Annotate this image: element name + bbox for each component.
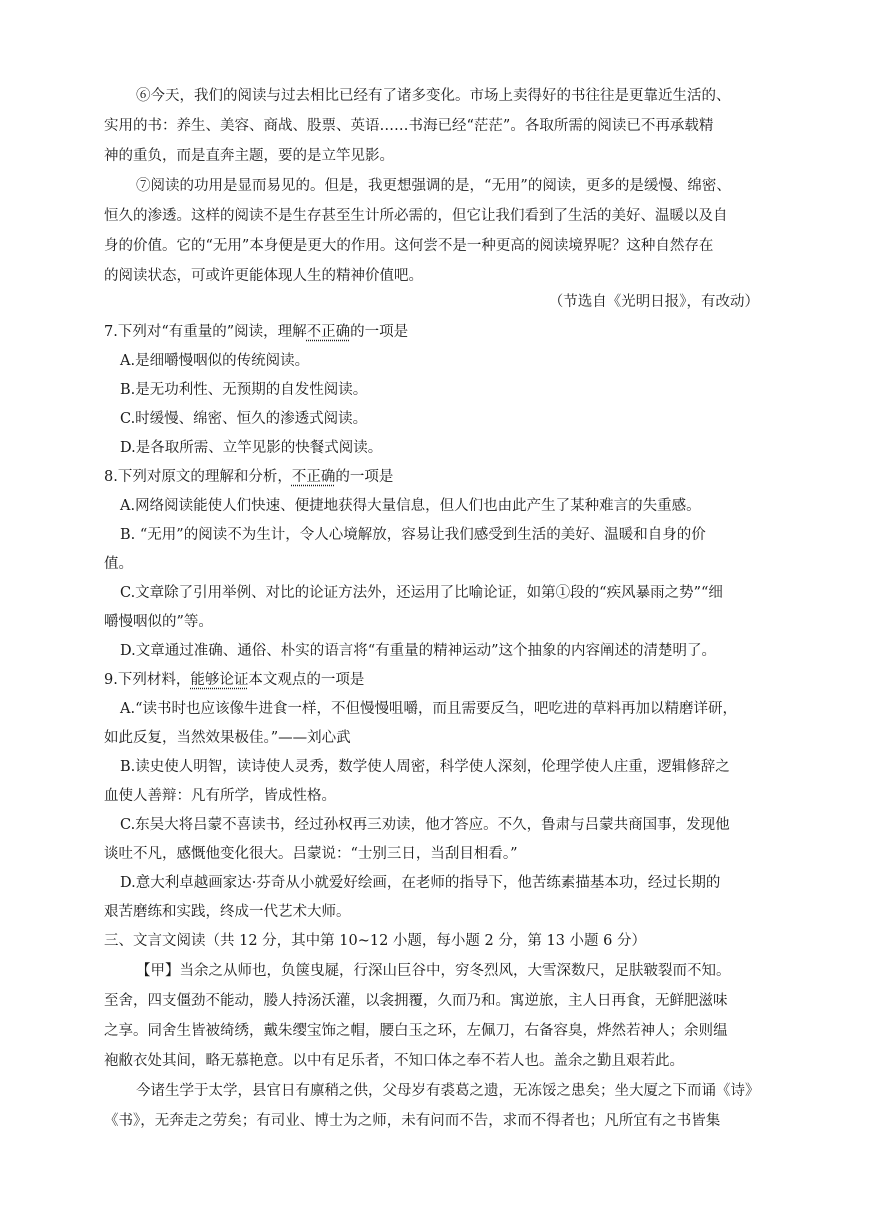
q9-option-c-line-2: 谈吐不凡，感慨他变化很大。吕蒙说：“士别三日，当刮目相看。” bbox=[104, 846, 518, 862]
q7-option-b: B.是无功利性、无预期的自发性阅读。 bbox=[120, 382, 368, 398]
q9-option-a-line-2: 如此反复，当然效果极佳。”——刘心武 bbox=[104, 730, 351, 746]
q9-stem-b: 本文观点的一项是 bbox=[248, 672, 365, 688]
q7-stem-a: 7.下列对“有重量的”阅读，理解 bbox=[104, 324, 307, 340]
para7-line-2: 恒久的渗透。这样的阅读不是生存甚至生计所必需的，但它让我们看到了生活的美好、温暖以及自 bbox=[104, 208, 728, 224]
q8-option-d: D.文章通过准确、通俗、朴实的语言将“有重量的精神运动”这个抽象的内容阐述的清楚明了。 bbox=[120, 643, 717, 659]
passage-jia2-line-2: 《书》，无奔走之劳矣；有司业、博士为之师，未有问而不告，求而不得者也；凡所宜有之书皆集 bbox=[104, 1113, 721, 1129]
q8-stem-a: 8.下列对原文的理解和分析， bbox=[104, 469, 292, 485]
section3-heading: 三、文言文阅读（共 12 分，其中第 10~12 小题，每小题 2 分，第 13 小题 6 分） bbox=[104, 933, 646, 949]
q7-option-c: C.时缓慢、绵密、恒久的渗透式阅读。 bbox=[120, 411, 368, 427]
q9-option-d-line-1: D.意大利卓越画家达·芬奇从小就爱好绘画，在老师的指导下，他苦练素描基本功，经过长期的 bbox=[120, 875, 721, 891]
q8-stem-emphasis: 不正确 bbox=[291, 469, 336, 485]
para7-line-4: 的阅读状态，可或许更能体现人生的精神价值吧。 bbox=[104, 268, 423, 284]
para7-line-1: ⑦阅读的功用是显而易见的。但是，我更想强调的是，“无用”的阅读，更多的是缓慢、绵密、 bbox=[136, 178, 731, 194]
q9-option-a-line-1: A.“读书时也应该像牛进食一样，不但慢慢咀嚼，而且需要反刍，吧吃进的草料再加以精磨详研， bbox=[120, 701, 737, 717]
q9-stem-a: 9.下列材料， bbox=[104, 672, 191, 688]
q9-stem-emphasis: 能够论证 bbox=[190, 672, 249, 688]
passage-jia-line-2: 至舍，四支僵劲不能动，媵人持汤沃灌，以衾拥覆，久而乃和。寓逆旅，主人日再食，无鲜肥滋味 bbox=[104, 993, 728, 1009]
q9-option-b-line-1: B.读史使人明智，读诗使人灵秀，数学使人周密，科学使人深刻，伦理学使人庄重，逻辑修辞之 bbox=[120, 759, 730, 775]
para6-line-2: 实用的书：养生、美容、商战、股票、英语……书海已经“茫茫”。各取所需的阅读已不再承载精 bbox=[104, 118, 714, 134]
para7-line-3: 身的价值。它的“无用”本身便是更大的作用。这何尝不是一种更高的阅读境界呢？这种自然存在 bbox=[104, 238, 714, 254]
q8-option-b-line-2: 值。 bbox=[104, 556, 133, 572]
q7-stem-emphasis: 不正确 bbox=[306, 324, 351, 340]
passage-jia-line-1: 【甲】当余之从师也，负箧曳屣，行深山巨谷中，穷冬烈风，大雪深数尺，足肤皲裂而不知。 bbox=[136, 963, 731, 979]
para6-line-1: ⑥今天，我们的阅读与过去相比已经有了诸多变化。市场上卖得好的书往往是更靠近生活的、 bbox=[136, 88, 731, 104]
q7-option-a: A.是细嚼慢咽似的传统阅读。 bbox=[120, 353, 310, 369]
q8-option-c-line-1: C.文章除了引用举例、对比的论证方法外，还运用了比喻论证，如第①段的“疾风暴雨之势”“细 bbox=[120, 585, 723, 601]
q9-option-b-line-2: 血使人善辩：凡有所学，皆成性格。 bbox=[104, 788, 336, 804]
q7-stem-b: 的一项是 bbox=[350, 324, 409, 340]
q9-option-c-line-1: C.东吴大将吕蒙不喜读书，经过孙权再三劝读，他才答应。不久，鲁肃与吕蒙共商国事，发现他 bbox=[120, 817, 730, 833]
passage-jia-line-4: 袍敝衣处其间，略无慕艳意。以中有足乐者，不知口体之奉不若人也。盖余之勤且艰若此。 bbox=[104, 1053, 684, 1069]
q8-stem bbox=[104, 467, 393, 487]
source-citation: （节选自《光明日报》，有改动） bbox=[548, 294, 759, 310]
passage-jia-line-3: 之享。同舍生皆被绮绣，戴朱缨宝饰之帽，腰白玉之环，左佩刀，右备容臭，烨然若神人；余则缊 bbox=[104, 1023, 728, 1039]
q7-option-d: D.是各取所需、立竿见影的快餐式阅读。 bbox=[120, 440, 383, 456]
q8-stem-b: 的一项是 bbox=[335, 469, 394, 485]
q8-option-c-line-2: 嚼慢咽似的”等。 bbox=[104, 614, 213, 630]
q9-option-d-line-2: 艰苦磨练和实践，终成一代艺术大师。 bbox=[104, 904, 351, 920]
q8-option-a: A.网络阅读能使人们快速、便捷地获得大量信息，但人们也由此产生了某种难言的失重感。 bbox=[120, 498, 701, 514]
q9-stem bbox=[104, 670, 364, 690]
q8-option-b-line-1: B. “无用”的阅读不为生计，令人心境解放，容易让我们感受到生活的美好、温暖和自身的价 bbox=[120, 527, 706, 543]
q7-stem bbox=[104, 322, 408, 342]
passage-jia2-line-1: 今诸生学于太学，县官日有廪稍之供，父母岁有裘葛之遗，无冻馁之患矣；坐大厦之下而诵《诗》 bbox=[136, 1083, 760, 1099]
para6-line-3: 神的重负，而是直奔主题，要的是立竿见影。 bbox=[104, 148, 394, 164]
